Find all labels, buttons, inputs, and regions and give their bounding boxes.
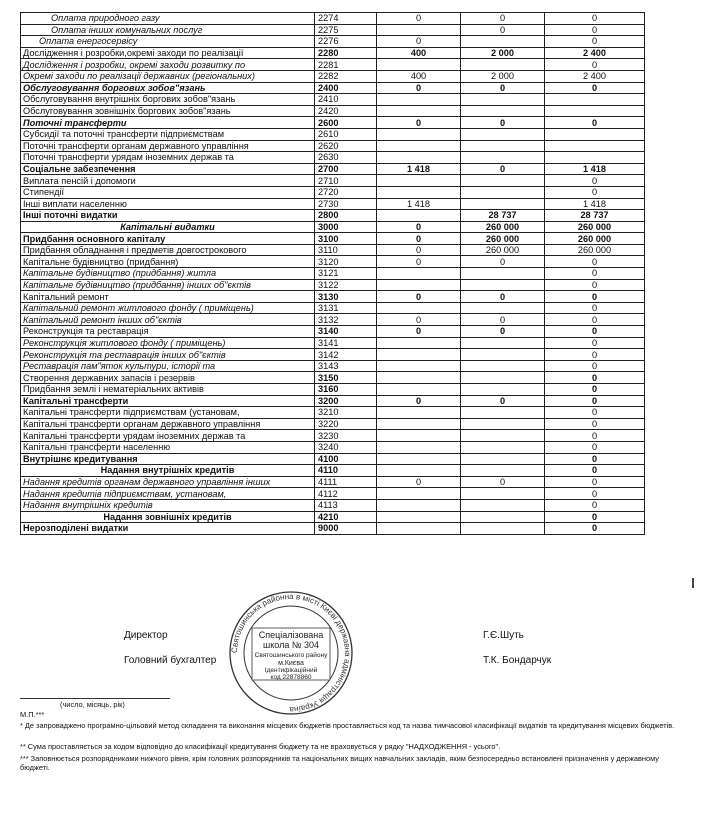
value-cell: 2 400: [545, 47, 645, 59]
value-cell: 0: [377, 326, 461, 338]
value-cell: [461, 499, 545, 511]
value-cell: [461, 407, 545, 419]
name-cell: Соціальне забезпечення: [21, 163, 315, 175]
code-cell: 3122: [315, 279, 377, 291]
value-cell: [461, 465, 545, 477]
value-cell: 0: [377, 233, 461, 245]
code-cell: 2700: [315, 163, 377, 175]
value-cell: [377, 453, 461, 465]
value-cell: 260 000: [461, 244, 545, 256]
code-cell: 4111: [315, 476, 377, 488]
value-cell: 0: [377, 82, 461, 94]
code-cell: 3150: [315, 372, 377, 384]
name-cell: Поточні трансферти органам державного управління: [21, 140, 315, 152]
table-row: [21, 117, 645, 129]
name-cell: Придбання обладнання і предметів довгострокового: [21, 244, 315, 256]
table-row: [21, 302, 645, 314]
value-cell: 0: [545, 302, 645, 314]
value-cell: 0: [377, 244, 461, 256]
name-cell: Придбання основного капіталу: [21, 233, 315, 245]
table-row: [21, 326, 645, 338]
table-row: [21, 13, 645, 25]
table-row: [21, 441, 645, 453]
stamp-line-3: Святошинського району: [254, 652, 328, 659]
name-cell: Нерозподілені видатки: [21, 523, 315, 535]
value-cell: [461, 453, 545, 465]
value-cell: [377, 407, 461, 419]
table-row: [21, 59, 645, 71]
margin-mark: [692, 578, 694, 588]
value-cell: 0: [545, 314, 645, 326]
name-cell: Капітальні трансферти органам державного управління: [21, 418, 315, 430]
value-cell: [377, 186, 461, 198]
value-cell: 400: [377, 70, 461, 82]
name-cell: Реконструкція та реставрація: [21, 326, 315, 338]
table-row: [21, 523, 645, 535]
value-cell: 0: [377, 36, 461, 48]
table-row: [21, 36, 645, 48]
footnote-2: ** Сума проставляється за кодом відповідно до класифікації кредитування бюджету та не враховується у рядку "НАДХОДЖЕННЯ - усього".: [20, 742, 501, 751]
table-row: [21, 349, 645, 361]
table-row: [21, 395, 645, 407]
value-cell: 0: [377, 314, 461, 326]
code-cell: 4210: [315, 511, 377, 523]
name-cell: Надання внутрішніх кредитів: [21, 465, 315, 477]
value-cell: [461, 488, 545, 500]
name-cell: Обслуговування внутрішніх боргових зобов"язань: [21, 94, 315, 106]
code-cell: 2280: [315, 47, 377, 59]
code-cell: 2620: [315, 140, 377, 152]
name-cell: Капітальне будівництво (придбання): [21, 256, 315, 268]
value-cell: [545, 128, 645, 140]
value-cell: [377, 337, 461, 349]
table-row: [21, 221, 645, 233]
name-cell: Придбання землі і нематеріальних активів: [21, 384, 315, 396]
name-cell: Капітальні трансферти урядам іноземних держав та: [21, 430, 315, 442]
value-cell: 0: [545, 175, 645, 187]
code-cell: 2710: [315, 175, 377, 187]
value-cell: [377, 384, 461, 396]
value-cell: [377, 349, 461, 361]
code-cell: 4112: [315, 488, 377, 500]
value-cell: 1 418: [545, 163, 645, 175]
value-cell: 0: [377, 13, 461, 25]
table-row: [21, 511, 645, 523]
table-row: [21, 210, 645, 222]
code-cell: 3110: [315, 244, 377, 256]
value-cell: 260 000: [461, 221, 545, 233]
table-row: [21, 476, 645, 488]
table-row: [21, 186, 645, 198]
value-cell: 0: [461, 117, 545, 129]
value-cell: 0: [545, 384, 645, 396]
value-cell: [461, 384, 545, 396]
value-cell: [377, 523, 461, 535]
stamp-line-2: школа № 304: [263, 640, 319, 650]
stamp-ring-text: Святошинська районна в місті Києві державна адміністрація Україна: [229, 591, 353, 715]
name-cell: Надання внутрішніх кредитів: [21, 499, 315, 511]
value-cell: 0: [545, 24, 645, 36]
value-cell: [377, 372, 461, 384]
value-cell: 0: [545, 326, 645, 338]
code-cell: 3121: [315, 268, 377, 280]
value-cell: [461, 279, 545, 291]
value-cell: 0: [545, 488, 645, 500]
value-cell: 0: [545, 499, 645, 511]
table-row: [21, 360, 645, 372]
value-cell: 2 400: [545, 70, 645, 82]
value-cell: 2 000: [461, 70, 545, 82]
code-cell: 2630: [315, 152, 377, 164]
date-line: [20, 698, 170, 699]
value-cell: [377, 105, 461, 117]
date-caption: (число, місяць, рік): [60, 700, 125, 709]
value-cell: [377, 441, 461, 453]
table-row: [21, 94, 645, 106]
value-cell: [461, 152, 545, 164]
code-cell: 2274: [315, 13, 377, 25]
value-cell: 0: [377, 291, 461, 303]
value-cell: 0: [545, 337, 645, 349]
name-cell: Реставрація пам"яток культури, історії та: [21, 360, 315, 372]
code-cell: 3140: [315, 326, 377, 338]
value-cell: 400: [377, 47, 461, 59]
code-cell: 2410: [315, 94, 377, 106]
value-cell: [461, 430, 545, 442]
value-cell: 0: [377, 395, 461, 407]
value-cell: [461, 198, 545, 210]
table-row: [21, 279, 645, 291]
name-cell: Обслуговування зовнішніх боргових зобов"язань: [21, 105, 315, 117]
accountant-name: Т.К. Бондарчук: [483, 655, 552, 666]
code-cell: 3120: [315, 256, 377, 268]
name-cell: Поточні трансферти урядам іноземних держав та: [21, 152, 315, 164]
value-cell: 0: [461, 326, 545, 338]
code-cell: 3210: [315, 407, 377, 419]
value-cell: 0: [545, 453, 645, 465]
name-cell: Оплата інших комунальних послуг: [21, 24, 315, 36]
stamp-line-1: Спеціалізована: [258, 630, 324, 640]
value-cell: 0: [461, 395, 545, 407]
value-cell: [461, 128, 545, 140]
value-cell: 0: [545, 372, 645, 384]
value-cell: 0: [545, 395, 645, 407]
value-cell: 1 418: [545, 198, 645, 210]
table-row: [21, 268, 645, 280]
value-cell: 0: [461, 476, 545, 488]
value-cell: 260 000: [545, 244, 645, 256]
name-cell: Обслуговування боргових зобов"язань: [21, 82, 315, 94]
value-cell: [461, 372, 545, 384]
value-cell: [377, 128, 461, 140]
table-row: [21, 430, 645, 442]
code-cell: 2610: [315, 128, 377, 140]
code-cell: 3141: [315, 337, 377, 349]
value-cell: 2 000: [461, 47, 545, 59]
name-cell: Інші поточні видатки: [21, 210, 315, 222]
value-cell: 0: [545, 441, 645, 453]
code-cell: 3200: [315, 395, 377, 407]
code-cell: 3142: [315, 349, 377, 361]
value-cell: 0: [545, 82, 645, 94]
name-cell: Виплата пенсій і допомоги: [21, 175, 315, 187]
name-cell: Дослідження і розробки,окремі заходи по реалізації: [21, 47, 315, 59]
name-cell: Інші виплати населенню: [21, 198, 315, 210]
value-cell: 0: [461, 24, 545, 36]
value-cell: 0: [545, 59, 645, 71]
code-cell: 2420: [315, 105, 377, 117]
name-cell: Окремі заходи по реалізації державних (регіональних): [21, 70, 315, 82]
stamp-line-4: м.Києва: [278, 660, 304, 667]
value-cell: 0: [461, 82, 545, 94]
mp-label: М.П.***: [20, 710, 45, 719]
name-cell: Реконструкція та реставрація інших об"єктів: [21, 349, 315, 361]
table-row: [21, 384, 645, 396]
code-cell: 4110: [315, 465, 377, 477]
name-cell: Капітальне будівництво (придбання) житла: [21, 268, 315, 280]
code-cell: 3130: [315, 291, 377, 303]
table-row: [21, 233, 645, 245]
value-cell: 0: [461, 13, 545, 25]
code-cell: 3131: [315, 302, 377, 314]
code-cell: 2276: [315, 36, 377, 48]
value-cell: [461, 140, 545, 152]
value-cell: [461, 186, 545, 198]
value-cell: [377, 488, 461, 500]
table-row: [21, 163, 645, 175]
code-cell: 2600: [315, 117, 377, 129]
name-cell: Надання кредитів органам державного управління інших: [21, 476, 315, 488]
table-row: [21, 47, 645, 59]
footnote-3: *** Заповнюється розпорядниками нижчого рівня, крім головних розпорядників та національних вищих навчальних закладів, яким безпосередньо встановлені призначення у державному бюджеті.: [20, 754, 659, 772]
code-cell: 2275: [315, 24, 377, 36]
code-cell: 2281: [315, 59, 377, 71]
value-cell: 0: [461, 163, 545, 175]
value-cell: 0: [545, 511, 645, 523]
table-row: [21, 314, 645, 326]
official-stamp-seal: [228, 590, 354, 716]
table-row: [21, 453, 645, 465]
name-cell: Капітальні трансферти підприємствам (установам,: [21, 407, 315, 419]
value-cell: [461, 360, 545, 372]
director-label: Директор: [124, 630, 168, 641]
code-cell: 4100: [315, 453, 377, 465]
name-cell: Капітальні трансферти населенню: [21, 441, 315, 453]
value-cell: 1 418: [377, 198, 461, 210]
value-cell: 0: [545, 360, 645, 372]
value-cell: [461, 268, 545, 280]
footnote-1: * Де запроваджено програмно-цільовий метод складання та виконання місцевих бюджетів проставляється код та назва тимчасової класифікації видатків та кредитування місцевих бюджетів.: [20, 721, 675, 730]
value-cell: [461, 59, 545, 71]
code-cell: 2720: [315, 186, 377, 198]
value-cell: 0: [461, 314, 545, 326]
value-cell: [377, 360, 461, 372]
value-cell: 0: [545, 465, 645, 477]
name-cell: Капітальне будівництво (придбання) інших об"єктів: [21, 279, 315, 291]
table-row: [21, 499, 645, 511]
name-cell: Капітальний ремонт: [21, 291, 315, 303]
value-cell: 0: [545, 523, 645, 535]
value-cell: [461, 523, 545, 535]
name-cell: Створення державних запасів і резервів: [21, 372, 315, 384]
value-cell: 0: [545, 476, 645, 488]
value-cell: 0: [377, 256, 461, 268]
value-cell: [461, 511, 545, 523]
value-cell: 0: [545, 186, 645, 198]
table-row: [21, 407, 645, 419]
value-cell: [377, 152, 461, 164]
table-row: [21, 337, 645, 349]
value-cell: 0: [545, 418, 645, 430]
value-cell: [377, 465, 461, 477]
table-row: [21, 128, 645, 140]
name-cell: Капітальний ремонт житлового фонду ( приміщень): [21, 302, 315, 314]
value-cell: [461, 337, 545, 349]
value-cell: 260 000: [545, 221, 645, 233]
value-cell: [461, 349, 545, 361]
table-row: [21, 140, 645, 152]
value-cell: [377, 430, 461, 442]
value-cell: [461, 94, 545, 106]
name-cell: Внутрішнє кредитування: [21, 453, 315, 465]
value-cell: 0: [545, 13, 645, 25]
value-cell: [377, 24, 461, 36]
code-cell: 3160: [315, 384, 377, 396]
name-cell: Капітальні видатки: [21, 221, 315, 233]
value-cell: 0: [545, 407, 645, 419]
code-cell: 3000: [315, 221, 377, 233]
value-cell: 0: [377, 117, 461, 129]
value-cell: 0: [545, 291, 645, 303]
value-cell: [377, 94, 461, 106]
stamp-line-6: код 22878860: [270, 674, 312, 681]
value-cell: [377, 140, 461, 152]
value-cell: [545, 152, 645, 164]
value-cell: 260 000: [461, 233, 545, 245]
value-cell: [545, 105, 645, 117]
code-cell: 2282: [315, 70, 377, 82]
code-cell: 3132: [315, 314, 377, 326]
value-cell: [461, 302, 545, 314]
code-cell: 3100: [315, 233, 377, 245]
name-cell: Надання зовнішніх кредитів: [21, 511, 315, 523]
table-row: [21, 105, 645, 117]
table-row: [21, 152, 645, 164]
code-cell: 9000: [315, 523, 377, 535]
table-row: [21, 244, 645, 256]
name-cell: Капітальні трансферти: [21, 395, 315, 407]
value-cell: 1 418: [377, 163, 461, 175]
name-cell: Субсидії та поточні трансферти підприємствам: [21, 128, 315, 140]
value-cell: [461, 175, 545, 187]
table-row: [21, 291, 645, 303]
name-cell: Дослідження і розробки, окремі заходи розвитку по: [21, 59, 315, 71]
table-row: [21, 198, 645, 210]
value-cell: [377, 499, 461, 511]
table-row: [21, 488, 645, 500]
value-cell: [545, 140, 645, 152]
name-cell: Оплата енергосервісу: [21, 36, 315, 48]
name-cell: Реконструкція житлового фонду ( приміщень): [21, 337, 315, 349]
expenditure-table: [20, 12, 645, 535]
table-row: [21, 256, 645, 268]
value-cell: [377, 59, 461, 71]
value-cell: 28 737: [545, 210, 645, 222]
name-cell: Капітальний ремонт інших об"єктів: [21, 314, 315, 326]
code-cell: 2800: [315, 210, 377, 222]
value-cell: 0: [377, 476, 461, 488]
value-cell: 28 737: [461, 210, 545, 222]
value-cell: [545, 94, 645, 106]
expenditure-table-body: [21, 13, 645, 535]
table-row: [21, 24, 645, 36]
code-cell: 3220: [315, 418, 377, 430]
value-cell: 0: [545, 256, 645, 268]
director-name: Г.Є.Шуть: [483, 630, 524, 641]
accountant-label: Головний бухгалтер: [124, 655, 217, 666]
table-row: [21, 465, 645, 477]
value-cell: 0: [545, 117, 645, 129]
value-cell: [461, 36, 545, 48]
value-cell: 0: [545, 349, 645, 361]
name-cell: Оплата природного газу: [21, 13, 315, 25]
value-cell: 260 000: [545, 233, 645, 245]
table-row: [21, 418, 645, 430]
value-cell: 0: [545, 36, 645, 48]
value-cell: 0: [545, 268, 645, 280]
name-cell: Стипендії: [21, 186, 315, 198]
code-cell: 4113: [315, 499, 377, 511]
value-cell: [377, 302, 461, 314]
value-cell: 0: [545, 430, 645, 442]
value-cell: 0: [461, 291, 545, 303]
code-cell: 2730: [315, 198, 377, 210]
table-row: [21, 372, 645, 384]
code-cell: 3143: [315, 360, 377, 372]
name-cell: Поточні трансферти: [21, 117, 315, 129]
stamp-line-5: Ідентифікаційний: [264, 667, 318, 674]
value-cell: [377, 511, 461, 523]
code-cell: 3240: [315, 441, 377, 453]
table-row: [21, 82, 645, 94]
value-cell: 0: [377, 221, 461, 233]
value-cell: [377, 175, 461, 187]
code-cell: 2400: [315, 82, 377, 94]
value-cell: [461, 105, 545, 117]
table-row: [21, 70, 645, 82]
value-cell: [377, 279, 461, 291]
table-row: [21, 175, 645, 187]
value-cell: [461, 441, 545, 453]
value-cell: [377, 418, 461, 430]
value-cell: [377, 210, 461, 222]
value-cell: [377, 268, 461, 280]
value-cell: 0: [545, 279, 645, 291]
code-cell: 3230: [315, 430, 377, 442]
value-cell: [461, 418, 545, 430]
name-cell: Надання кредитів підприємствам, установам,: [21, 488, 315, 500]
value-cell: 0: [461, 256, 545, 268]
